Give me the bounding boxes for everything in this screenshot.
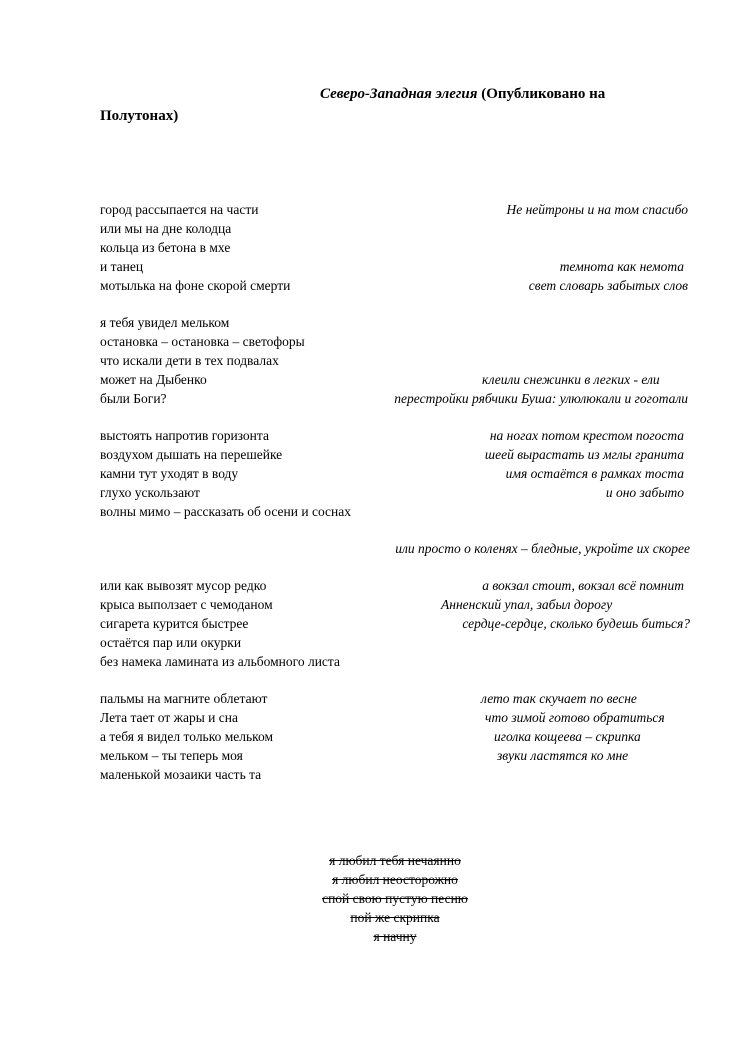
left-text: и танец bbox=[100, 259, 144, 274]
left-text: были Боги? bbox=[100, 391, 167, 406]
poem-line bbox=[100, 313, 690, 332]
poem-line bbox=[100, 689, 690, 708]
right-text: что зимой готово обратиться bbox=[485, 710, 665, 725]
left-text: Лета тает от жары и сна bbox=[100, 710, 238, 725]
standalone-line bbox=[100, 539, 690, 558]
poem-line bbox=[100, 633, 690, 652]
left-text: я тебя увидел мельком bbox=[100, 315, 230, 330]
right-text: клеили снежинки в легких - ели bbox=[482, 372, 660, 387]
stanza-1 bbox=[100, 200, 690, 295]
right-text: Анненский упал, забыл дорогу bbox=[441, 597, 613, 612]
poem-line bbox=[100, 389, 690, 408]
right-text: а вокзал стоит, вокзал всё помнит bbox=[482, 578, 684, 593]
poem-title bbox=[100, 83, 660, 127]
stanza-4 bbox=[100, 576, 690, 671]
right-text: звуки ластятся ко мне bbox=[497, 748, 629, 763]
left-text: кольца из бетона в мхе bbox=[100, 240, 231, 255]
left-text: мотылька на фоне скорой смерти bbox=[100, 278, 291, 293]
struck-line: пой же скрипка bbox=[350, 910, 440, 925]
right-text: сердце-сердце, сколько будешь биться? bbox=[462, 616, 690, 631]
poem-line bbox=[100, 746, 690, 765]
left-text: а тебя я видел только мельком bbox=[100, 729, 274, 744]
poem-line bbox=[100, 576, 690, 595]
poem-line bbox=[100, 502, 690, 521]
left-text: без намека ламината из альбомного листа bbox=[100, 654, 340, 669]
right-text: лето так скучает по весне bbox=[481, 691, 637, 706]
struck-line: я любил тебя нечаянно bbox=[329, 853, 461, 868]
right-text: иголка кощеева – скрипка bbox=[494, 729, 641, 744]
poem-line bbox=[100, 276, 690, 295]
poem-line bbox=[100, 464, 690, 483]
left-text: воздухом дышать на перешейке bbox=[100, 447, 283, 462]
left-text: маленькой мозаики часть та bbox=[100, 767, 262, 782]
right-text: или просто о коленях – бледные, укройте их скорее bbox=[395, 541, 690, 556]
left-text: пальмы на магните облетают bbox=[100, 691, 268, 706]
poem-line bbox=[100, 445, 690, 464]
title-main: Северо-Западная элегия bbox=[320, 86, 478, 102]
poem-line bbox=[100, 200, 690, 219]
poem-line bbox=[100, 614, 690, 633]
stanza-3 bbox=[100, 426, 690, 521]
left-text: глухо ускользают bbox=[100, 485, 200, 500]
right-text: свет словарь забытых слов bbox=[528, 278, 688, 293]
left-text: может на Дыбенко bbox=[100, 372, 207, 387]
right-text: шеей вырастать из мглы гранита bbox=[484, 447, 684, 462]
poem-line bbox=[100, 219, 690, 238]
left-text: выстоять напротив горизонта bbox=[100, 428, 269, 443]
right-text: перестройки рябчики Буша: улюлюкали и гоготали bbox=[394, 391, 688, 406]
poem-line bbox=[100, 708, 690, 727]
struck-line: спой свою пустую песню bbox=[322, 891, 468, 906]
poem-line bbox=[100, 426, 690, 445]
right-text: на ногах потом крестом погоста bbox=[489, 428, 684, 443]
poem-line bbox=[100, 652, 690, 671]
right-text: и оно забыто bbox=[605, 485, 684, 500]
right-text: имя остаётся в рамках тоста bbox=[505, 466, 684, 481]
poem-line bbox=[100, 765, 690, 784]
stanza-5 bbox=[100, 689, 690, 784]
left-text: что искали дети в тех подвалах bbox=[100, 353, 279, 368]
struck-through-block bbox=[300, 851, 490, 946]
left-text: мельком – ты теперь моя bbox=[100, 748, 243, 763]
poem-line bbox=[100, 257, 690, 276]
poem-line bbox=[100, 483, 690, 502]
title-note: (Опубликовано на Полутонах) bbox=[100, 86, 606, 124]
poem-line bbox=[100, 238, 690, 257]
right-text: Не нейтроны и на том спасибо bbox=[506, 202, 688, 217]
right-text: темнота как немота bbox=[559, 259, 684, 274]
left-text: сигарета курится быстрее bbox=[100, 616, 249, 631]
stanza-2 bbox=[100, 313, 690, 408]
poem-line bbox=[100, 351, 690, 370]
left-text: или мы на дне колодца bbox=[100, 221, 232, 236]
poem-line bbox=[100, 539, 690, 558]
struck-line: я начну bbox=[373, 929, 417, 944]
left-text: камни тут уходят в воду bbox=[100, 466, 239, 481]
poem-line bbox=[100, 727, 690, 746]
left-text: остановка – остановка – светофоры bbox=[100, 334, 305, 349]
left-text: или как вывозят мусор редко bbox=[100, 578, 267, 593]
left-text: крыса выползает с чемоданом bbox=[100, 597, 273, 612]
left-text: волны мимо – рассказать об осени и соснах bbox=[100, 504, 351, 519]
poem-line bbox=[100, 370, 690, 389]
left-text: остаётся пар или окурки bbox=[100, 635, 242, 650]
struck-line: я любил неосторожно bbox=[332, 872, 458, 887]
left-text: город рассыпается на части bbox=[100, 202, 259, 217]
poem-line bbox=[100, 595, 690, 614]
poem-line bbox=[100, 332, 690, 351]
